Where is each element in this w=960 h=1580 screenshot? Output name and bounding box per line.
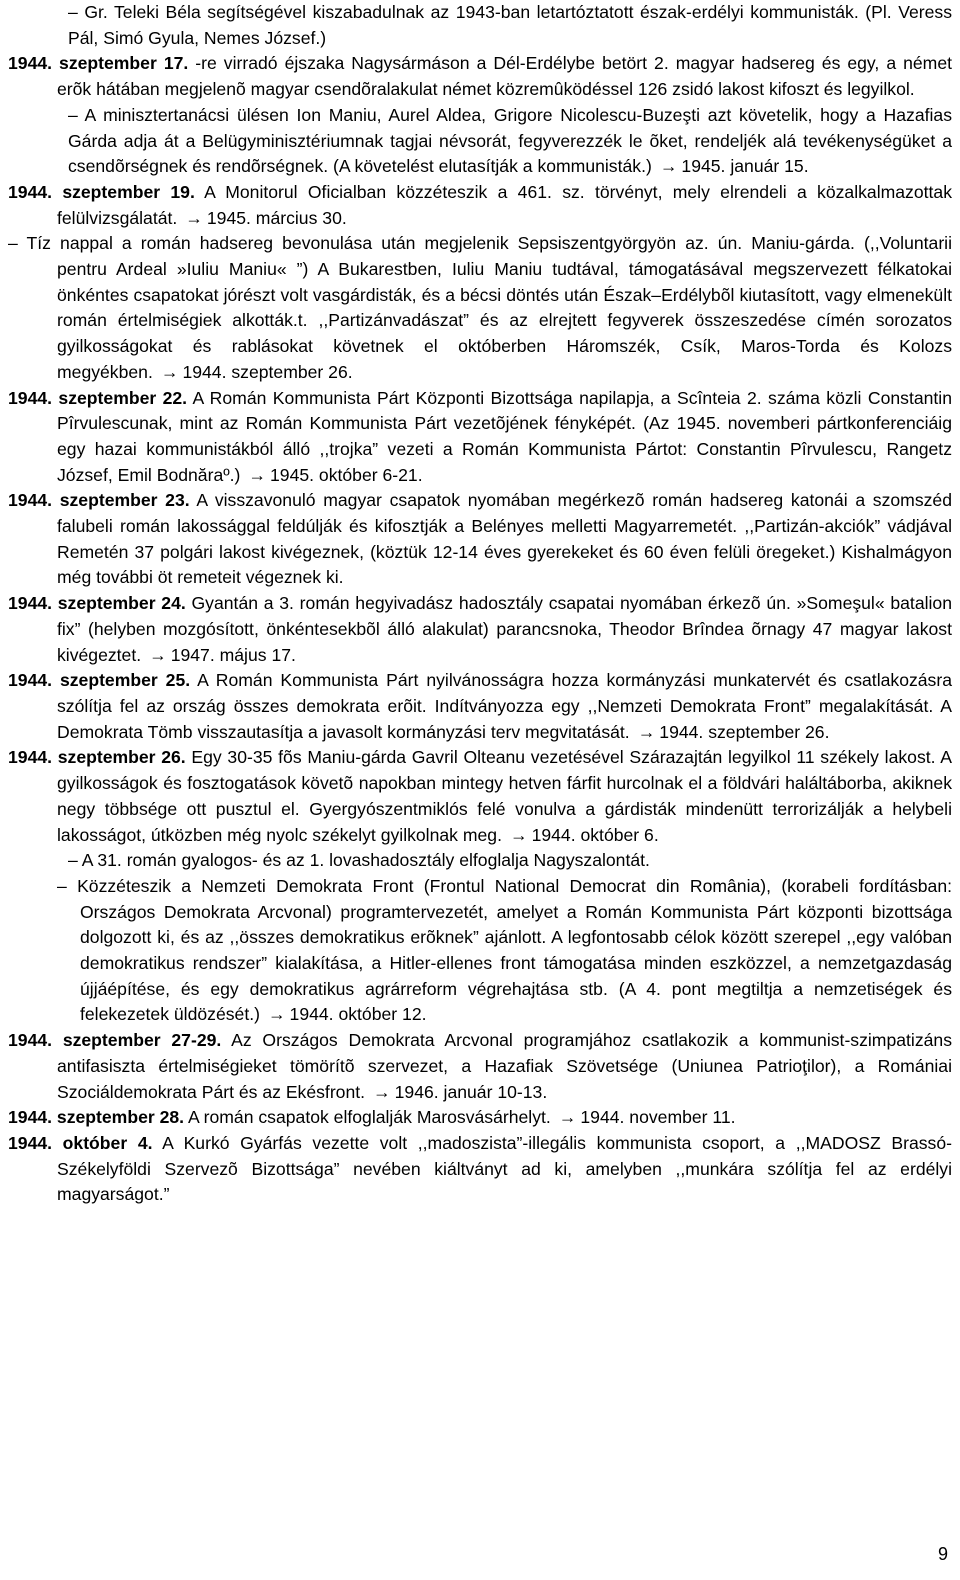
chronology-entry [8, 848, 952, 874]
entry-text: -re virradó éjszaka Nagysármáson a Dél-Erdélybe betört 2. magyar hadsereg és egy, a német erõk hátában megjelenõ magyar csendõralakulat német közremûködéssel 126 zsidó lakost kifoszt és legyilkol. [57, 53, 953, 100]
entry-date: 1944. szeptember 25. [8, 670, 191, 691]
entry-text: A román csapatok elfoglalják Marosvásárhelyt. [187, 1107, 551, 1128]
entry-date: 1944. szeptember 24. [8, 593, 186, 614]
entry-text: A Román Kommunista Párt nyilvánosságra hozza kormányzási munkatervét és csatlakozásra szólítja fel az ország összes demokrata erõit. Indítványozza egy ,,Nemzeti Demokrata Front” megalakítását. A Demokrata Tömb visszautasítja a javasolt kormányzási terv megvitatását. [57, 670, 952, 742]
entry-text: Az Országos Demokrata Arcvonal programjához csatlakozik a kommunist-szimpatizáns antifasiszta értelmiségieket tömörítõ szervezet, a Hazafiak Szövetsége (Uniunea Patrioţilor), a Romániai Szociáldemokrata Párt és az Ekésfront. [57, 1030, 952, 1102]
chronology-entry [8, 1028, 952, 1105]
cross-reference-date: 1944. október 12. [289, 1004, 427, 1025]
cross-reference-date: 1947. május 17. [170, 644, 296, 665]
cross-reference-arrow-icon: → [659, 156, 678, 177]
entry-text: Egy 30-35 fõs Maniu-gárda Gavril Olteanu vezetésével Szárazajtán legyilkol 11 székely lakost. A gyilkosságok és fosztogatások követõ napokban mintegy hetven fárfit hurcolnak el a földvári haláltáborba, akiknek negy többsége ott pusztul el. Gyergyószentmiklós felé vonulva a gárdisták mindenütt terrorizálják a helybeli lakosságot, útközben még nyolc székelyt gyilkolnak meg. [57, 747, 952, 845]
chronology-list [8, 0, 952, 1208]
entry-text: – A minisztertanácsi ülésen Ion Maniu, Aurel Aldea, Grigore Nicolescu-Buzeşti azt követelik, hogy a Hazafias Gárda adja át a Belügyminisztériumnak tagjai névsorát, fegyverezzék le õket, rendeljék alá tevékenységüket a csendõrségnek és rendõrségnek. (A követelést elutasítják a kommunisták.) [68, 104, 952, 177]
cross-reference-arrow-icon: → [509, 824, 528, 845]
entry-date: 1944. szeptember 22. [8, 387, 188, 408]
entry-text: – Gr. Teleki Béla segítségével kiszabadulnak az 1943-ban letartóztatott észak-erdélyi kommunisták. (Pl. Veress Pál, Simó Gyula, Nemes József.) [68, 2, 952, 48]
chronology-entry [8, 874, 952, 1028]
cross-reference-date: 1944. szeptember 26. [182, 361, 353, 382]
entry-text: A Monitorul Oficialban közzéteszik a 461. sz. törvényt, mely elrendeli a közalkalmazottak felülvizsgálatát. [57, 181, 952, 228]
chronology-entry [8, 51, 952, 102]
chronology-entry [8, 231, 952, 385]
cross-reference-arrow-icon: → [373, 1081, 391, 1102]
entry-text: Gyantán a 3. román hegyivadász hadosztály csapatai nyomában érkezõ ún. »Someşul« batalion fix” (helyben mozgósított, önkéntesekbõl álló alakulat) parancsnoka, Theodor Brîndea õrnagy 47 magyar lakost kivégeztet. [57, 593, 952, 665]
chronology-entry [8, 1131, 952, 1208]
entry-date: 1944. szeptember 19. [8, 181, 195, 202]
entry-text: A Román Kommunista Párt Központi Bizottsága napilapja, a Scînteia 2. száma közli Constantin Pîrvulescunak, mint az Román Kommunista Párt vezetõjének fényképét. (Az 1945. novemberi pártkonferenciáig egy hazai kommunistákból álló ,,trojka” vezeti a Román Kommunista Pártot: Constantin Pîrvulescu, Rangetz József, Emil Bodnăraº.) [57, 387, 952, 485]
chronology-entry [8, 0, 952, 51]
cross-reference-date: 1944. október 6. [531, 824, 659, 845]
chronology-entry [8, 386, 952, 489]
cross-reference-arrow-icon: → [267, 1004, 286, 1025]
entry-text: – A 31. román gyalogos- és az 1. lovashadosztály elfoglalja Nagyszalontát. [68, 850, 650, 871]
chronology-entry [8, 1105, 952, 1131]
entry-date: 1944. szeptember 23. [8, 490, 190, 511]
cross-reference-arrow-icon: → [149, 644, 167, 665]
chronology-entry [8, 180, 952, 231]
cross-reference-date: 1944. november 11. [580, 1107, 736, 1128]
cross-reference-date: 1945. március 30. [206, 207, 347, 228]
entry-text: – Közzéteszik a Nemzeti Demokrata Front (Frontul National Democrat din România), (korabeli fordításban: Országos Demokrata Arcvonal) programtervezetét, amelyet a Román Kommunista Párt központi bizottsága dolgozott ki, és az ,,összes demokratikus erõknek” ajánlott. A legfontosabb célok között szerepel ,,egy valóban demokratikus rendszer” kialakítása, a Hitler-ellenes front támogatása minden eszközzel, a nemzetgazdaság újjáépítése, és egy demokratikus agrárreform végrehajtása stb. (A 4. pont megtiltja a nemzetiségek és felekezetek üldözését.) [57, 875, 952, 1025]
chronology-entry [8, 668, 952, 745]
chronology-entry [8, 745, 952, 848]
cross-reference-arrow-icon: → [637, 721, 656, 742]
cross-reference-date: 1946. január 10-13. [394, 1081, 548, 1102]
chronology-entry [8, 591, 952, 668]
entry-date: 1944. október 4. [8, 1132, 153, 1153]
cross-reference-arrow-icon: → [160, 361, 179, 382]
chronology-entry [8, 103, 952, 180]
page-number: 9 [937, 1544, 948, 1564]
cross-reference-date: 1944. szeptember 26. [659, 721, 830, 742]
entry-text: A visszavonuló magyar csapatok nyomában megérkezõ román hadsereg katonái a szomszéd falubeli román lakossággal feldúlják és kifosztják a Belényes melletti Magyarremetét. ,,Partizán-akciók” vádjával Remetén 37 polgári lakost kivégeznek, (köztük 12-14 éves gyerekeket és 60 éven felüli öregeket.) Kishalmágyon még további öt remeteit végeznek ki. [57, 490, 952, 588]
entry-text: – Tíz nappal a román hadsereg bevonulása után megjelenik Sepsiszentgyörgyön az. ún. Maniu-gárda. (,,Voluntarii pentru Ardeal »Iuliu Maniu« ”) A Bukarestben, Iuliu Maniu tudtával, támogatásával megszervezett félkatokai önkéntes csapatokat jórészt volt vasgárdisták, és a bécsi döntés után Észak–Erdélybõl kiutasított, vagy elmenekült román értelmiségiek alkották.t. ,,Partizánvadászat” és az elrejtett fegyverek összeszedése címén sorozatos gyilkosságokat és rablásokat követnek el októberben Háromszék, Csík, Maros-Torda és Kolozs megyékben. [8, 233, 952, 382]
entry-text: A Kurkó Gyárfás vezette volt ,,madoszista”-illegális kommunista csoport, a ,,MADOSZ Brassó-Székelyföldi Szervezõ Bizottsága” nevében kiáltványt ad ki, amelyben ,,munkára szólítja fel az erdélyi magyarságot.” [57, 1132, 952, 1205]
cross-reference-date: 1945. január 15. [681, 156, 809, 177]
cross-reference-arrow-icon: → [248, 464, 267, 485]
entry-date: 1944. szeptember 17. [8, 53, 189, 74]
cross-reference-arrow-icon: → [558, 1107, 577, 1128]
entry-date: 1944. szeptember 27-29. [8, 1030, 222, 1051]
cross-reference-date: 1945. október 6-21. [270, 464, 423, 485]
chronology-entry [8, 488, 952, 591]
entry-date: 1944. szeptember 26. [8, 747, 186, 768]
cross-reference-arrow-icon: → [185, 207, 203, 228]
entry-date: 1944. szeptember 28. [8, 1107, 185, 1128]
